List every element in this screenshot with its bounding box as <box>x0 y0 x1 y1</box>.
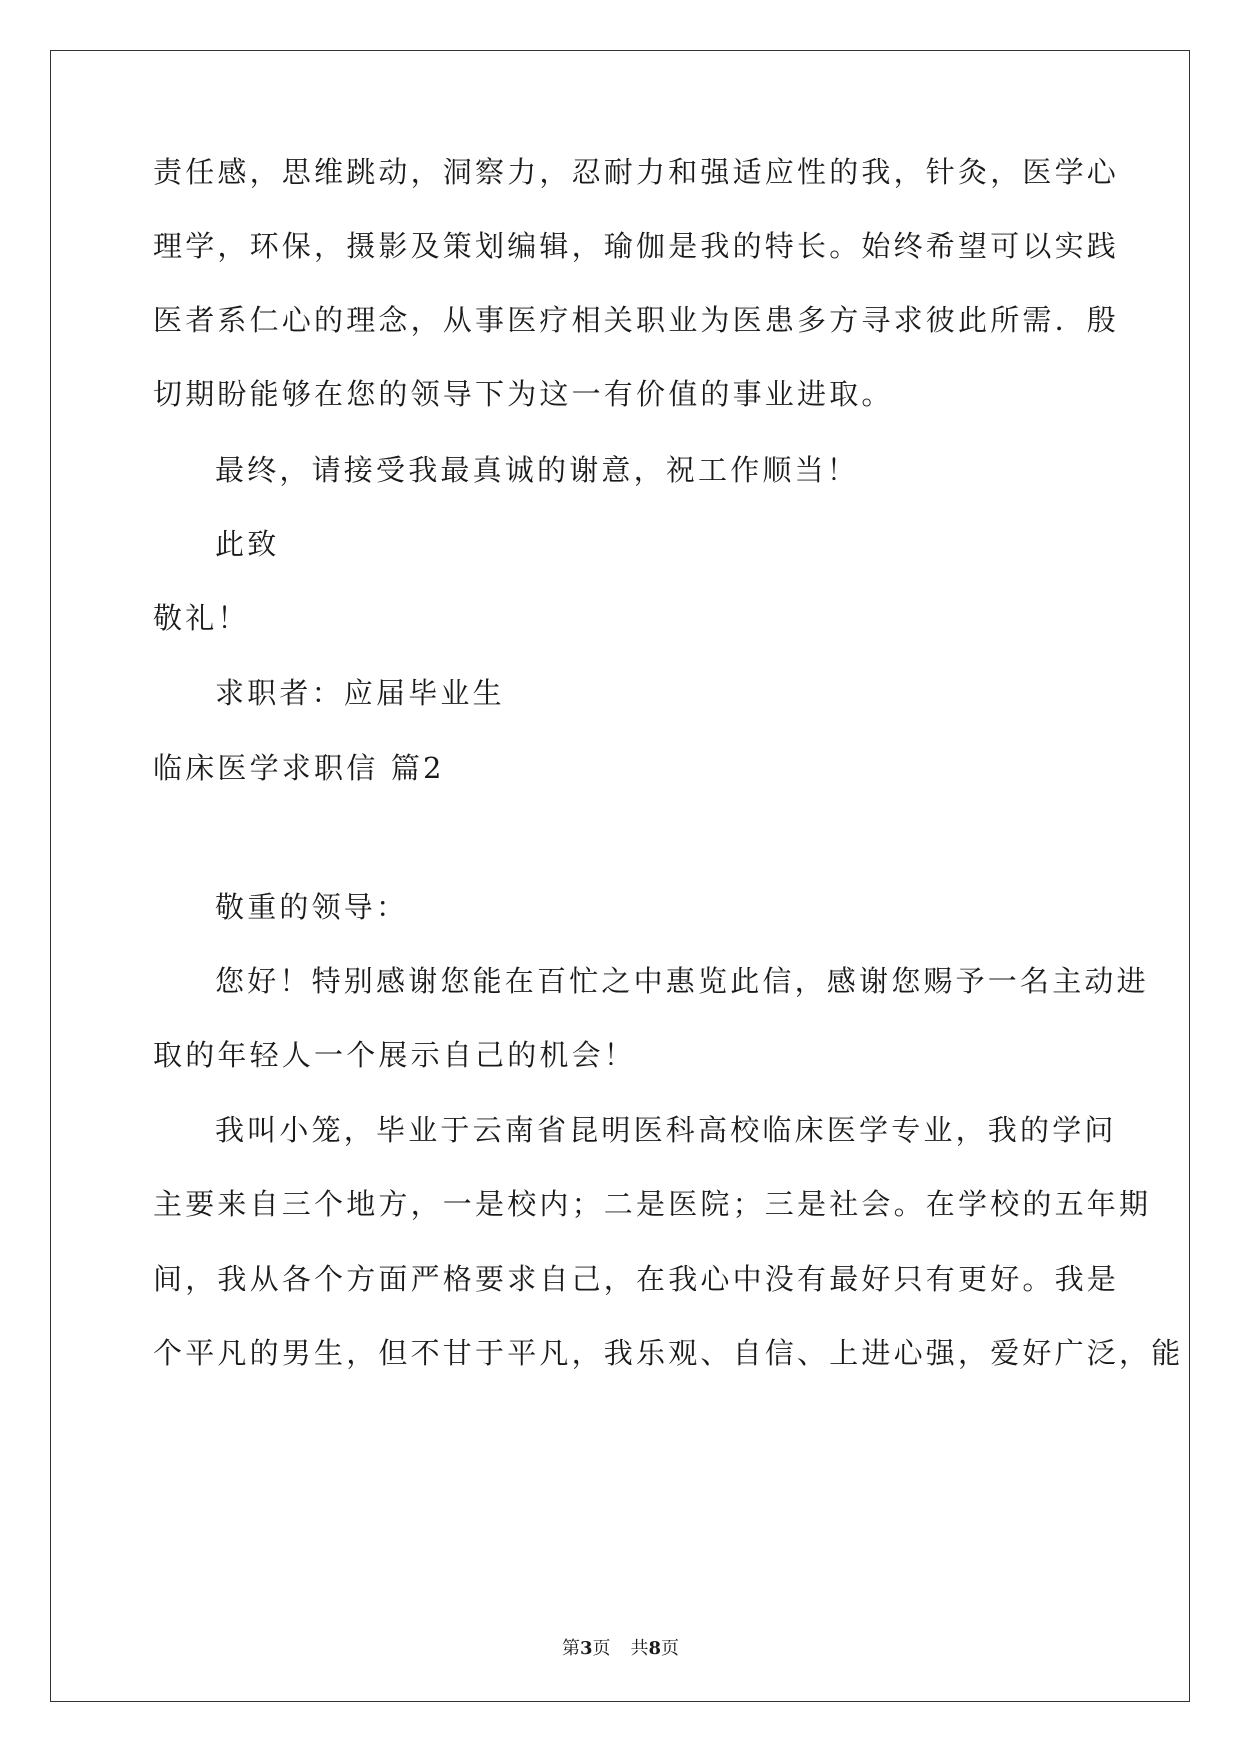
footer-total-prefix: 共 <box>630 1638 649 1659</box>
body-line-2: 理学，环保，摄影及策划编辑，瑜伽是我的特长。始终希望可以实践 <box>153 229 1120 263</box>
body-line-8: 主要来自三个地方，一是校内；二是医院；三是社会。在学校的五年期 <box>153 1187 1152 1221</box>
salutation-line: 此致 <box>215 527 280 561</box>
body-line-6: 取的年轻人一个展示自己的机会！ <box>153 1038 637 1072</box>
footer-page-total: 8 <box>648 1638 662 1659</box>
greeting-line: 敬重的领导： <box>215 890 409 924</box>
body-line-1: 责任感，思维跳动，洞察力，忍耐力和强适应性的我，针灸，医学心 <box>153 155 1120 189</box>
body-line-5: 您好！特别感谢您能在百忙之中惠览此信，感谢您赐予一名主动进 <box>215 964 1149 998</box>
page-frame <box>50 50 1190 1702</box>
footer-total-suffix: 页 <box>661 1638 680 1659</box>
footer-page-prefix: 第 <box>561 1638 580 1659</box>
page-footer <box>0 1637 1241 1661</box>
body-line-10: 个平凡的男生，但不甘于平凡，我乐观、自信、上进心强，爱好广泛，能 <box>153 1336 1184 1370</box>
body-line-4: 切期盼能够在您的领导下为这一有价值的事业进取。 <box>153 377 894 411</box>
closing-line: 最终，请接受我最真诚的谢意，祝工作顺当！ <box>215 453 860 487</box>
body-line-7: 我叫小笼，毕业于云南省昆明医科高校临床医学专业，我的学问 <box>215 1113 1117 1147</box>
footer-page-suffix: 页 <box>592 1638 611 1659</box>
body-line-3: 医者系仁心的理念，从事医疗相关职业为医患多方寻求彼此所需．殷 <box>153 303 1120 337</box>
regards-line: 敬礼！ <box>153 601 250 635</box>
signature-line: 求职者：应届毕业生 <box>215 676 505 710</box>
body-line-9: 间，我从各个方面严格要求自己，在我心中没有最好只有更好。我是 <box>153 1262 1120 1296</box>
section-heading: 临床医学求职信 篇2 <box>153 751 445 785</box>
footer-page-current: 3 <box>579 1638 593 1659</box>
